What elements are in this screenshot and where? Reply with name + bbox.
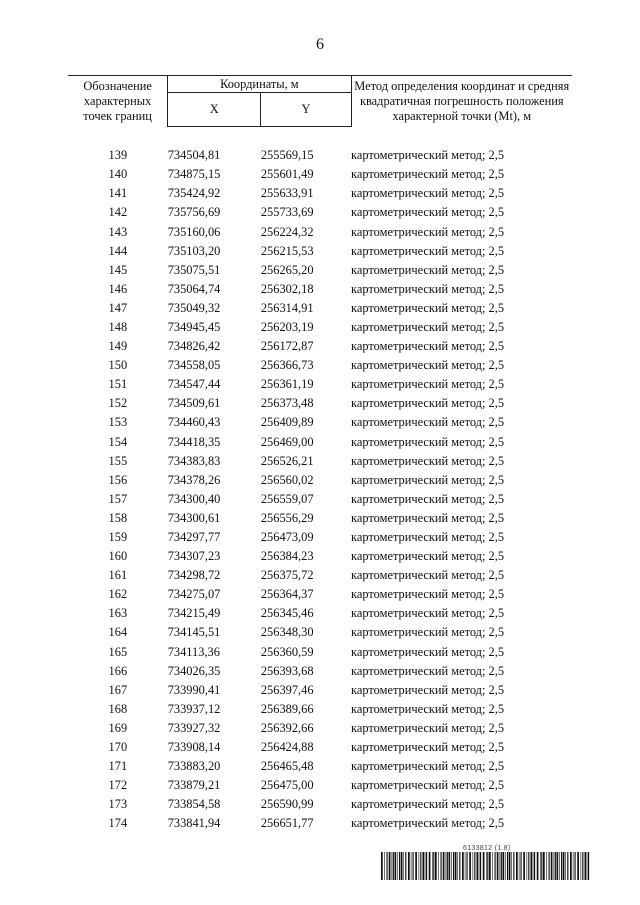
page-number: 6 (316, 36, 324, 53)
coord-x: 734547,44 (167, 377, 221, 392)
coord-x: 734298,72 (167, 568, 221, 583)
header-y: Y (261, 93, 351, 127)
point-number: 145 (108, 262, 128, 277)
method-value: картометрический метод; 2,5 (351, 262, 505, 277)
point-number: 153 (108, 415, 128, 430)
coord-y: 256348,30 (260, 625, 314, 640)
point-number: 154 (108, 434, 128, 449)
method-value: картометрический метод; 2,5 (351, 167, 505, 182)
method-value: картометрический метод; 2,5 (351, 682, 505, 697)
method-value: картометрический метод; 2,5 (351, 568, 505, 583)
coord-x: 735424,92 (167, 186, 221, 201)
table-row (68, 509, 572, 528)
table-row (68, 795, 572, 814)
point-number: 160 (108, 549, 128, 564)
point-number: 170 (108, 740, 128, 755)
coord-y: 256384,23 (260, 549, 314, 564)
method-value: картометрический метод; 2,5 (351, 530, 505, 545)
coord-x: 733937,12 (167, 701, 221, 716)
table-row (68, 394, 572, 413)
method-value: картометрический метод; 2,5 (351, 625, 505, 640)
method-value: картометрический метод; 2,5 (351, 606, 505, 621)
coord-y: 256469,00 (260, 434, 314, 449)
table-row (68, 643, 572, 662)
point-number: 168 (108, 701, 128, 716)
table-row (68, 471, 572, 490)
coord-x: 735064,74 (167, 281, 221, 296)
coord-x: 734875,15 (167, 167, 221, 182)
coord-x: 734378,26 (167, 472, 221, 487)
coord-y: 256409,89 (260, 415, 314, 430)
method-value: картометрический метод; 2,5 (351, 339, 505, 354)
table-row (68, 776, 572, 795)
coord-y: 255733,69 (260, 205, 314, 220)
point-number: 158 (108, 510, 128, 525)
coord-y: 255633,91 (260, 186, 314, 201)
coord-x: 734826,42 (167, 339, 221, 354)
coord-x: 734558,05 (167, 358, 221, 373)
point-number: 167 (108, 682, 128, 697)
coord-y: 256373,48 (260, 396, 314, 411)
coord-x: 733908,14 (167, 740, 221, 755)
coord-x: 734297,77 (167, 530, 221, 545)
coord-y: 256473,09 (260, 530, 314, 545)
table-row (68, 604, 572, 623)
table-row (68, 184, 572, 203)
coord-y: 256224,32 (260, 224, 314, 239)
coord-y: 256651,77 (260, 816, 314, 831)
method-value: картометрический метод; 2,5 (351, 472, 505, 487)
coord-y: 256559,07 (260, 491, 314, 506)
point-number: 149 (108, 339, 128, 354)
point-number: 148 (108, 319, 128, 334)
coordinates-table (68, 75, 572, 833)
coord-y: 256375,72 (260, 568, 314, 583)
method-value: картометрический метод; 2,5 (351, 491, 505, 506)
header-point-label: Обозначение характерных точек границ (68, 76, 168, 127)
method-value: картометрический метод; 2,5 (351, 759, 505, 774)
table-row (68, 299, 572, 318)
method-value: картометрический метод; 2,5 (351, 205, 505, 220)
coord-x: 734300,61 (167, 510, 221, 525)
coord-x: 735103,20 (167, 243, 221, 258)
table-row (68, 719, 572, 738)
coord-y: 255601,49 (260, 167, 314, 182)
table-row (68, 566, 572, 585)
coord-y: 256465,48 (260, 759, 314, 774)
coord-x: 734300,40 (167, 491, 221, 506)
method-value: картометрический метод; 2,5 (351, 778, 505, 793)
coord-y: 256361,19 (260, 377, 314, 392)
method-value: картометрический метод; 2,5 (351, 415, 505, 430)
table-row (68, 490, 572, 509)
coord-y: 256424,88 (260, 740, 314, 755)
point-number: 169 (108, 720, 128, 735)
coord-x: 733841,94 (167, 816, 221, 831)
coord-x: 735160,06 (167, 224, 221, 239)
coord-x: 735075,51 (167, 262, 221, 277)
method-value: картометрический метод; 2,5 (351, 186, 505, 201)
coord-x: 734113,36 (167, 644, 220, 659)
point-number: 159 (108, 530, 128, 545)
method-value: картометрический метод; 2,5 (351, 510, 505, 525)
table-row (68, 356, 572, 375)
coord-x: 734026,35 (167, 663, 221, 678)
point-number: 172 (108, 778, 128, 793)
table-row (68, 318, 572, 337)
table-body (68, 127, 572, 834)
coord-y: 256397,46 (260, 682, 314, 697)
point-number: 156 (108, 472, 128, 487)
point-number: 151 (108, 377, 128, 392)
method-value: картометрический метод; 2,5 (351, 720, 505, 735)
point-number: 165 (108, 644, 128, 659)
method-value: картометрический метод; 2,5 (351, 453, 505, 468)
coord-y: 256360,59 (260, 644, 314, 659)
method-value: картометрический метод; 2,5 (351, 377, 505, 392)
document-stamp: 6133812 (1.8) (463, 845, 511, 852)
coord-x: 734504,81 (167, 148, 221, 163)
point-number: 139 (108, 148, 128, 163)
table-row (68, 165, 572, 184)
table-row (68, 757, 572, 776)
table-row (68, 375, 572, 394)
table-row (68, 528, 572, 547)
coord-y: 256393,68 (260, 663, 314, 678)
coord-x: 734145,51 (167, 625, 221, 640)
coord-x: 734275,07 (167, 587, 221, 602)
coord-x: 734509,61 (167, 396, 221, 411)
point-number: 166 (108, 663, 128, 678)
coord-x: 733927,32 (167, 720, 221, 735)
point-number: 157 (108, 491, 128, 506)
header-x: X (168, 93, 261, 127)
point-number: 140 (108, 167, 128, 182)
method-value: картометрический метод; 2,5 (351, 243, 505, 258)
table-row (68, 662, 572, 681)
method-value: картометрический метод; 2,5 (351, 281, 505, 296)
table-row (68, 700, 572, 719)
coord-x: 734945,45 (167, 319, 221, 334)
coord-x: 734215,49 (167, 606, 221, 621)
method-value: картометрический метод; 2,5 (351, 644, 505, 659)
table-row (68, 623, 572, 642)
coord-y: 256590,99 (260, 797, 314, 812)
coord-y: 256560,02 (260, 472, 314, 487)
point-number: 147 (108, 300, 128, 315)
header-coordinates-group: Координаты, м (168, 76, 351, 93)
method-value: картометрический метод; 2,5 (351, 300, 505, 315)
method-value: картометрический метод; 2,5 (351, 663, 505, 678)
coord-x: 733854,58 (167, 797, 221, 812)
coord-y: 256364,37 (260, 587, 314, 602)
method-value: картометрический метод; 2,5 (351, 587, 505, 602)
coord-x: 734307,23 (167, 549, 221, 564)
method-value: картометрический метод; 2,5 (351, 396, 505, 411)
coord-y: 255569,15 (260, 148, 314, 163)
coord-x: 733879,21 (167, 778, 221, 793)
point-number: 161 (108, 568, 128, 583)
point-number: 152 (108, 396, 128, 411)
table-row (68, 452, 572, 471)
table-row (68, 203, 572, 222)
coord-x: 734460,43 (167, 415, 221, 430)
point-number: 146 (108, 281, 128, 296)
coord-y: 256475,00 (260, 778, 314, 793)
coord-y: 256203,19 (260, 319, 314, 334)
table-row (68, 547, 572, 566)
method-value: картометрический метод; 2,5 (351, 701, 505, 716)
coord-x: 735049,32 (167, 300, 221, 315)
coord-y: 256556,29 (260, 510, 314, 525)
table-row (68, 261, 572, 280)
table-row (68, 738, 572, 757)
point-number: 164 (108, 625, 128, 640)
method-value: картометрический метод; 2,5 (351, 549, 505, 564)
point-number: 163 (108, 606, 128, 621)
point-number: 144 (108, 243, 128, 258)
method-value: картометрический метод; 2,5 (351, 148, 505, 163)
method-value: картометрический метод; 2,5 (351, 358, 505, 373)
coord-x: 734418,35 (167, 434, 221, 449)
coord-y: 256172,87 (260, 339, 314, 354)
table-row (68, 585, 572, 604)
method-value: картометрический метод; 2,5 (351, 740, 505, 755)
table-row (68, 146, 572, 165)
table-row (68, 222, 572, 241)
method-value: картометрический метод; 2,5 (351, 434, 505, 449)
point-number: 142 (108, 205, 128, 220)
table-row (68, 433, 572, 452)
method-value: картометрический метод; 2,5 (351, 224, 505, 239)
coord-x: 733990,41 (167, 682, 221, 697)
table-row (68, 413, 572, 432)
point-number: 150 (108, 358, 128, 373)
coord-y: 256392,66 (260, 720, 314, 735)
point-number: 173 (108, 797, 128, 812)
table-row (68, 242, 572, 261)
method-value: картометрический метод; 2,5 (351, 319, 505, 334)
table-row (68, 814, 572, 833)
method-value: картометрический метод; 2,5 (351, 816, 505, 831)
barcode-icon (381, 852, 591, 880)
coord-y: 256389,66 (260, 701, 314, 716)
coord-y: 256302,18 (260, 281, 314, 296)
coord-y: 256265,20 (260, 262, 314, 277)
table-row (68, 681, 572, 700)
coord-x: 733883,20 (167, 759, 221, 774)
point-number: 143 (108, 224, 128, 239)
method-value: картометрический метод; 2,5 (351, 797, 505, 812)
coord-y: 256345,46 (260, 606, 314, 621)
coord-y: 256366,73 (260, 358, 314, 373)
point-number: 162 (108, 587, 128, 602)
coord-y: 256526,21 (260, 453, 314, 468)
point-number: 171 (108, 759, 128, 774)
table-row (68, 280, 572, 299)
coord-y: 256215,53 (260, 243, 314, 258)
point-number: 174 (108, 816, 128, 831)
header-method: Метод определения координат и средняя квадратичная погрешность положения характерной точки (Mt), м (351, 76, 572, 127)
table-row (68, 337, 572, 356)
point-number: 141 (108, 186, 128, 201)
coord-x: 734383,83 (167, 453, 221, 468)
coord-x: 735756,69 (167, 205, 221, 220)
coord-y: 256314,91 (260, 300, 314, 315)
point-number: 155 (108, 453, 128, 468)
